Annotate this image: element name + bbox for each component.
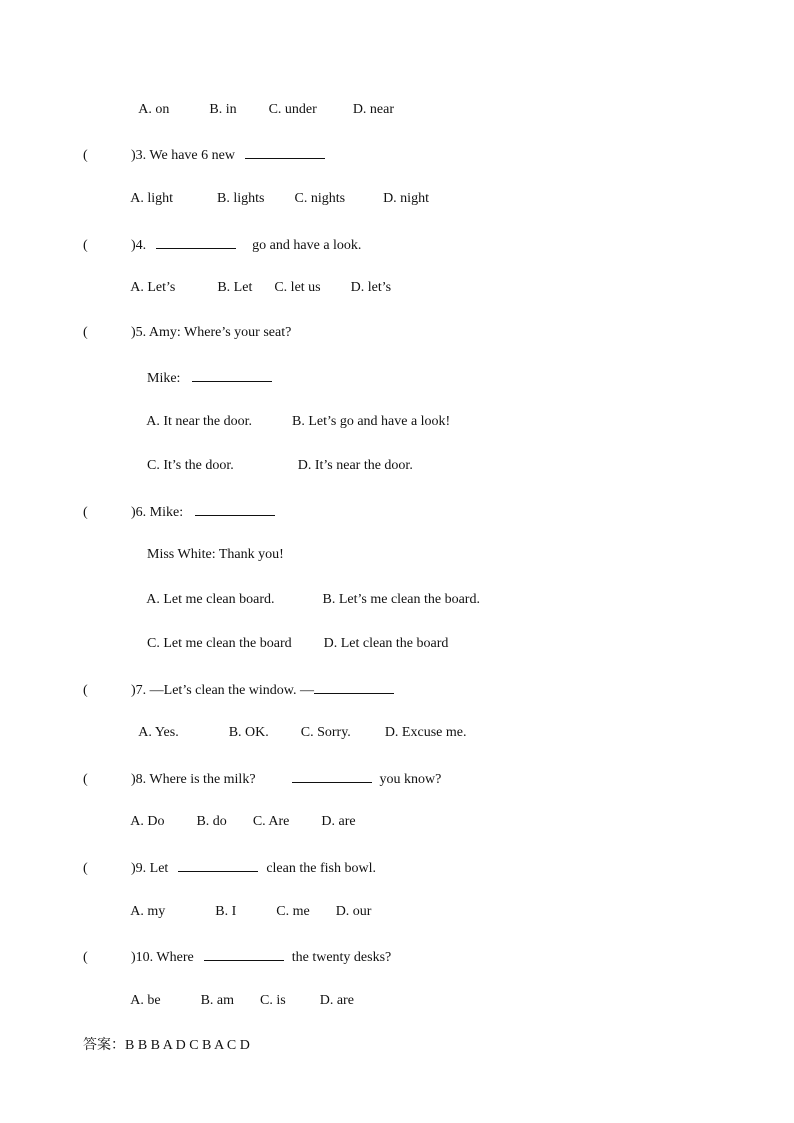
question-10 (76, 929, 392, 965)
question-stem: )7. —Let’s clean the window. — (131, 683, 314, 698)
question-3 (76, 127, 325, 163)
question-stem: )10. Where (131, 950, 194, 965)
option-d: D. Let clean the board (323, 636, 449, 651)
question-4 (76, 217, 362, 253)
question-stem: )9. Let (131, 861, 169, 876)
q5-options-row-1 (140, 395, 451, 429)
option-d: D. are (319, 993, 354, 1008)
answer-blank (245, 145, 325, 159)
dialogue-line: Miss White: Thank you! (147, 547, 284, 562)
q8-options (124, 795, 356, 829)
option-b: B. I (215, 904, 237, 919)
answer-paren: ( (83, 505, 88, 520)
answer-paren: ( (83, 238, 88, 253)
option-b: B. Let’s go and have a look! (291, 414, 451, 429)
option-a: A. It near the door. (146, 414, 252, 429)
question-stem: )4. (131, 238, 147, 253)
option-a: A. my (130, 904, 166, 919)
question-8 (76, 751, 442, 787)
dialogue-speaker: Mike: (147, 371, 181, 386)
q2-options (132, 83, 395, 117)
question-stem: )5. Amy: Where’s your seat? (131, 325, 292, 340)
question-7 (76, 662, 394, 698)
option-a: A. light (130, 191, 174, 206)
q6-options-row-2 (140, 617, 449, 651)
option-d: D. our (335, 904, 372, 919)
q5-dialogue-line (140, 350, 272, 386)
q10-options (124, 974, 354, 1008)
question-stem: )6. Mike: (131, 505, 184, 520)
option-d: D. Excuse me. (384, 725, 467, 740)
question-stem-end: the twenty desks? (291, 950, 392, 965)
answer-blank (178, 858, 258, 872)
answer-paren: ( (83, 772, 88, 787)
answer-paren: ( (83, 148, 88, 163)
option-c: C. nights (294, 191, 346, 206)
q7-options (132, 706, 467, 740)
option-b: B. Let (217, 280, 253, 295)
answer-key-values: B B B A D C B A C D (125, 1038, 250, 1053)
question-stem: )3. We have 6 new (131, 148, 235, 163)
option-a: A. Do (130, 814, 165, 829)
question-6 (76, 484, 275, 520)
option-b: B. am (200, 993, 235, 1008)
q5-options-row-2 (140, 439, 413, 473)
answer-key-label: 答案： (83, 1037, 125, 1053)
answer-paren: ( (83, 950, 88, 965)
option-c: C. Are (252, 814, 290, 829)
option-d: D. night (383, 191, 429, 206)
answer-blank (204, 947, 284, 961)
q2-option-a: A. on (138, 102, 170, 117)
q3-options (124, 172, 429, 206)
option-c: C. Let me clean the board (147, 636, 292, 651)
option-c: C. me (276, 904, 310, 919)
q6-dialogue-line (140, 528, 284, 562)
q4-options (124, 261, 392, 295)
option-d: D. let’s (350, 280, 392, 295)
option-d: D. It’s near the door. (297, 458, 413, 473)
q9-options (124, 885, 372, 919)
option-c: C. Sorry. (300, 725, 351, 740)
answer-blank (195, 502, 275, 516)
answer-blank (192, 368, 272, 382)
option-b: B. OK. (228, 725, 269, 740)
answer-blank (156, 235, 236, 249)
option-b: B. lights (217, 191, 265, 206)
q2-option-b: B. in (209, 102, 237, 117)
q2-option-d: D. near (352, 102, 395, 117)
answer-key (76, 1018, 250, 1053)
answer-blank (292, 769, 372, 783)
option-a: A. be (130, 993, 161, 1008)
option-b: B. do (196, 814, 227, 829)
option-a: A. Yes. (138, 725, 179, 740)
option-b: B. Let’s me clean the board. (322, 592, 480, 607)
answer-paren: ( (83, 861, 88, 876)
option-c: C. is (260, 993, 286, 1008)
question-stem-end: go and have a look. (252, 238, 362, 253)
q6-options-row-1 (140, 573, 480, 607)
option-a: A. Let me clean board. (146, 592, 275, 607)
question-stem-end: you know? (379, 772, 442, 787)
question-stem: )8. Where is the milk? (131, 772, 256, 787)
answer-paren: ( (83, 683, 88, 698)
answer-paren: ( (83, 325, 88, 340)
option-a: A. Let’s (130, 280, 176, 295)
option-c: C. let us (274, 280, 321, 295)
option-c: C. It’s the door. (147, 458, 234, 473)
question-stem-end: clean the fish bowl. (266, 861, 376, 876)
question-5 (76, 306, 292, 340)
q2-option-c: C. under (268, 102, 317, 117)
option-d: D. are (321, 814, 356, 829)
question-9 (76, 840, 376, 876)
answer-blank (314, 680, 394, 694)
